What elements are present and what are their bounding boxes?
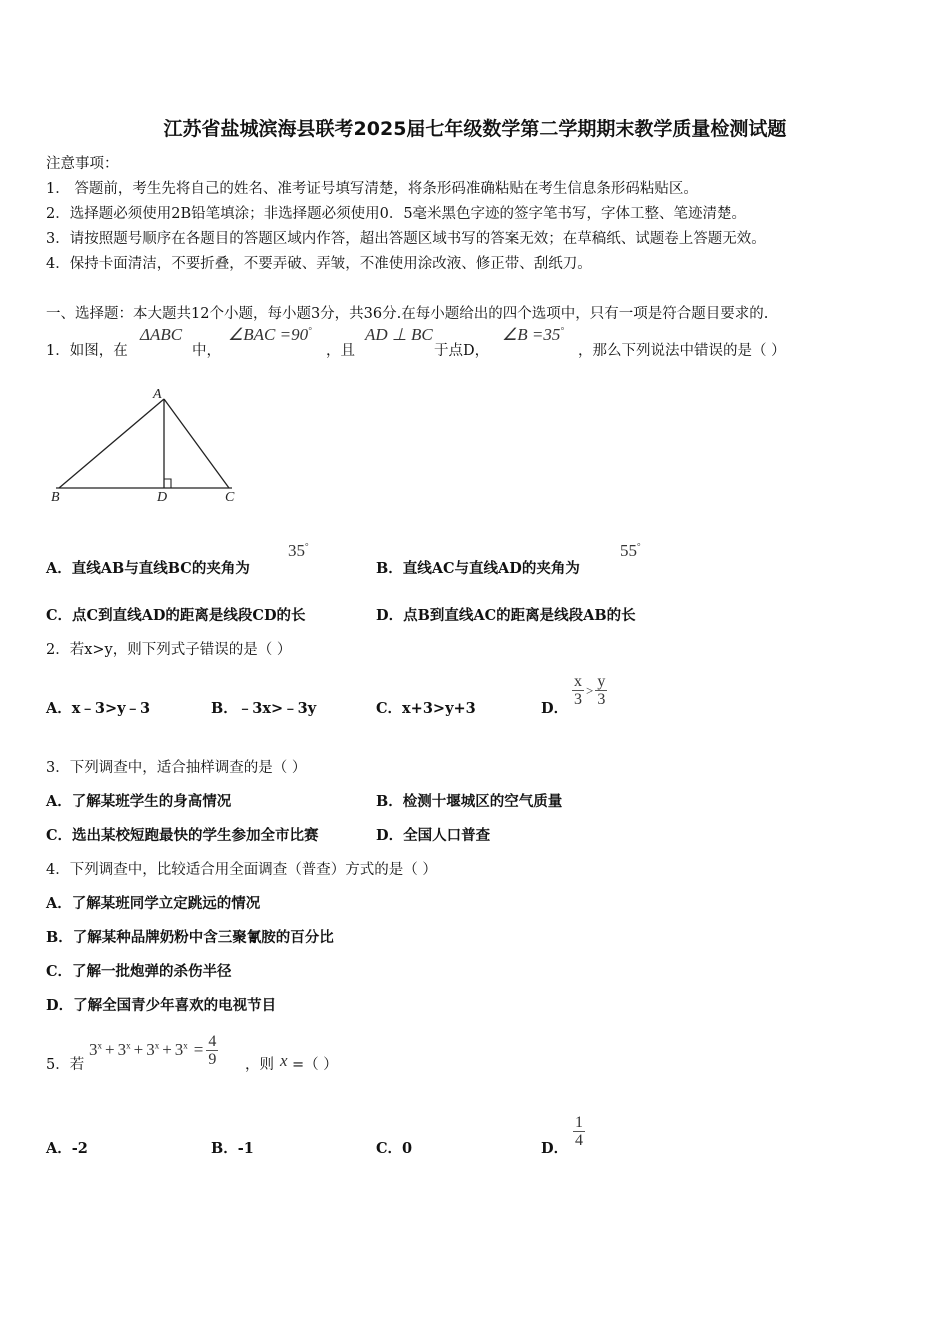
section-1-heading: 一、选择题：本大题共12个小题，每小题3分，共36分.在每小题给出的四个选项中，只有一项是符合题目要求的. [46, 306, 769, 322]
q4-option-d[interactable]: D．了解全国青少年喜欢的电视节目 [46, 997, 277, 1014]
q5-option-d[interactable]: D． [541, 1140, 569, 1157]
right-angle-mark [164, 479, 171, 488]
denominator: 3 [574, 691, 582, 708]
q5-option-a[interactable]: A．-2 [46, 1140, 88, 1157]
base: 3 [117, 1040, 127, 1059]
notice-item-1: 1． 答题前，考生先将自己的姓名、准考证号填写清楚，将条形码准确粘贴在考生信息条形码粘贴区。 [46, 181, 698, 197]
degree-symbol: ° [308, 325, 312, 336]
notice-item-3: 3．请按照题号顺序在各题目的答题区域内作答，超出答题区域书写的答案无效；在草稿纸、试题卷上答题无效。 [46, 231, 766, 247]
denominator: 3 [597, 691, 606, 708]
q5-equation [89, 1025, 218, 1075]
plus-sign: + [133, 1040, 144, 1059]
q2-option-c[interactable]: C．x+3>y+3 [376, 700, 476, 717]
q5-variable-x: x [280, 1051, 288, 1070]
q1-stem-part3: ，且 [326, 343, 355, 359]
q5-option-b[interactable]: B．-1 [211, 1140, 254, 1157]
notice-item-4: 4．保持卡面清洁，不要折叠，不要弄破、弄皱，不准使用涂改液、修正带、刮纸刀。 [46, 256, 592, 272]
exponent: x [97, 1040, 102, 1051]
exponent: x [183, 1040, 188, 1051]
segment-ac [164, 399, 229, 488]
exponent: x [126, 1040, 131, 1051]
q2-option-d-math [572, 673, 607, 708]
q1-option-c[interactable]: C．点C到直线AD的距离是线段CD的长 [46, 607, 306, 624]
q1-math-angle-b [502, 325, 564, 345]
numerator: x [574, 673, 582, 690]
q1-stem-part4: 于点D， [434, 343, 490, 359]
equals-sign: = [193, 1040, 204, 1059]
q1-stem-part2: 中， [192, 343, 221, 359]
q1-option-a-value: 35 [288, 541, 305, 560]
degree-symbol: ° [560, 325, 564, 336]
q5-option-d-math [573, 1112, 585, 1149]
denominator: 9 [208, 1050, 217, 1068]
q1-option-a[interactable]: A．直线AB与直线BC的夹角为 [46, 560, 250, 577]
fraction-1-over-4 [573, 1114, 585, 1149]
term-2 [118, 1040, 131, 1060]
plus-sign: + [105, 1040, 115, 1059]
exponent: x [154, 1040, 160, 1051]
base: 3 [89, 1040, 98, 1059]
notice-item-2: 2．选择题必须使用2B铅笔填涂；非选择题必须使用0．5毫米黑色字迹的签字笔书写，字体工整、笔迹清楚。 [46, 206, 747, 222]
q2-option-a[interactable]: A．x﹣3>y﹣3 [46, 700, 151, 717]
q1-math-perpendicular: AD ⊥ BC [365, 325, 433, 344]
q1-math-angle-b-text: ∠B =35 [502, 325, 561, 344]
base: 3 [146, 1040, 155, 1059]
label-d: D [157, 490, 168, 505]
q1-option-b-value: 55 [620, 541, 637, 560]
degree-symbol: ° [637, 541, 641, 552]
q3-option-c[interactable]: C．选出某校短跑最快的学生参加全市比赛 [46, 827, 319, 844]
term-4 [175, 1040, 188, 1060]
q4-stem: 4．下列调查中，比较适合用全面调查（普查）方式的是（ ） [46, 862, 437, 878]
q4-option-b[interactable]: B．了解某种品牌奶粉中含三聚氰胺的百分比 [46, 929, 334, 946]
term-3 [146, 1040, 159, 1060]
q3-option-b[interactable]: B．检测十堰城区的空气质量 [376, 793, 563, 810]
segment-ab [59, 399, 164, 488]
q1-option-b-math [620, 541, 641, 561]
label-c: C [225, 490, 235, 505]
q1-option-b[interactable]: B．直线AC与直线AD的夹角为 [376, 560, 580, 577]
notice-heading: 注意事项： [46, 156, 119, 172]
q4-option-a[interactable]: A．了解某班同学立定跳远的情况 [46, 895, 261, 912]
q2-option-b[interactable]: B．﹣3x>﹣3y [211, 700, 317, 717]
q1-math-angle-bac-text: ∠BAC =90 [228, 325, 309, 344]
q1-math-angle-bac [228, 325, 312, 345]
plus-sign: + [162, 1040, 172, 1059]
q5-option-c[interactable]: C．0 [376, 1140, 413, 1157]
q1-option-d[interactable]: D．点B到直线AC的距离是线段AB的长 [376, 607, 636, 624]
greater-than-sign: > [586, 682, 594, 698]
q2-stem: 2．若x>y，则下列式子错误的是（ ） [46, 642, 292, 658]
fraction-x-over-3 [572, 673, 584, 708]
base: 3 [174, 1040, 184, 1059]
degree-symbol: ° [305, 541, 309, 552]
q1-math-triangle: ΔABC [140, 325, 183, 344]
q5-stem-part2: ，则 [245, 1057, 274, 1073]
label-b: B [51, 490, 60, 505]
term-1 [89, 1040, 102, 1060]
q1-option-a-math [288, 541, 309, 561]
numerator: 4 [208, 1032, 217, 1050]
q3-option-a[interactable]: A．了解某班学生的身高情况 [46, 793, 232, 810]
q4-option-c[interactable]: C．了解一批炮弹的杀伤半径 [46, 963, 232, 980]
label-a: A [153, 387, 162, 402]
fraction-4-over-9 [206, 1033, 218, 1068]
q5-stem-part3: =（ ） [292, 1057, 338, 1073]
fraction-y-over-3 [595, 673, 607, 708]
q2-option-d[interactable]: D． [541, 700, 569, 717]
numerator: y [597, 673, 606, 690]
page-title: 江苏省盐城滨海县联考2025届七年级数学第二学期期末教学质量检测试题 [163, 118, 787, 140]
numerator: 1 [575, 1114, 583, 1131]
q5-stem-part1: 5．若 [46, 1057, 85, 1073]
q1-stem-part1: 1．如图，在 [46, 343, 128, 359]
q1-stem-part5: ，那么下列说法中错误的是（ ） [578, 343, 786, 359]
denominator: 4 [575, 1132, 583, 1149]
q3-option-d[interactable]: D．全国人口普查 [376, 827, 491, 844]
q1-triangle-figure [44, 382, 254, 507]
q3-stem: 3．下列调查中，适合抽样调查的是（ ） [46, 760, 307, 776]
